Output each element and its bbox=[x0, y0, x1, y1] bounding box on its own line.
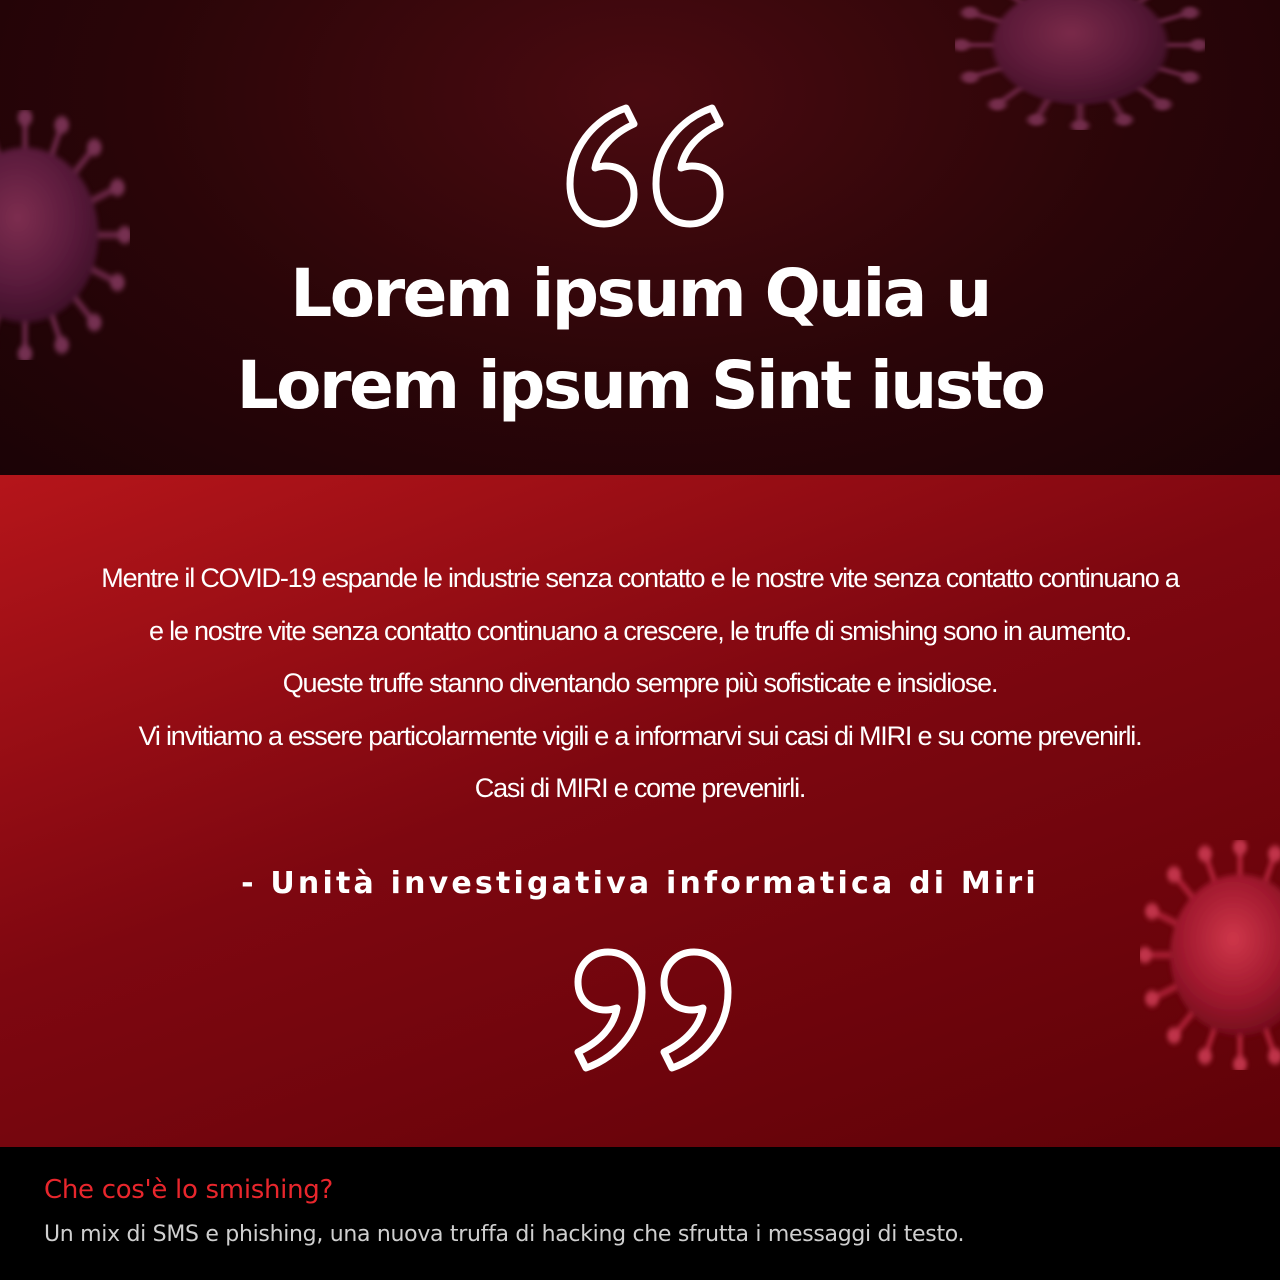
faq-question: Che cos'è lo smishing? bbox=[44, 1175, 333, 1205]
headline-line-2: Lorem ipsum Sint iusto bbox=[236, 347, 1044, 424]
open-quote-icon bbox=[564, 100, 728, 230]
close-quote-icon bbox=[570, 946, 734, 1076]
headline-line-1: Lorem ipsum Quia u bbox=[290, 255, 990, 332]
quote-line: Casi di MIRI e come prevenirli. bbox=[474, 773, 806, 803]
quote-line: e le nostre vite senza contatto continuano a crescere, le truffe di smishing sono in aumento. bbox=[148, 615, 1132, 646]
quote-line: Queste truffe stanno diventando sempre più sofisticate e insidiose. bbox=[282, 668, 998, 698]
quote-line: Mentre il COVID-19 espande le industrie senza contatto e le nostre vite senza contatto continuano a bbox=[101, 563, 1179, 593]
quote-signature: - Unità investigativa informatica di Miri bbox=[241, 866, 1039, 901]
quote-line: Vi invitiamo a essere particolarmente vigili e a informarvi sui casi di MIRI e su come prevenirli. bbox=[138, 720, 1142, 751]
quote-body bbox=[0, 552, 1280, 815]
headline bbox=[0, 248, 1280, 432]
header-panel bbox=[0, 0, 1280, 475]
footer-panel bbox=[0, 1147, 1280, 1280]
faq-answer: Un mix di SMS e phishing, una nuova truffa di hacking che sfrutta i messaggi di testo. bbox=[44, 1222, 965, 1247]
virus-icon bbox=[955, 0, 1205, 130]
